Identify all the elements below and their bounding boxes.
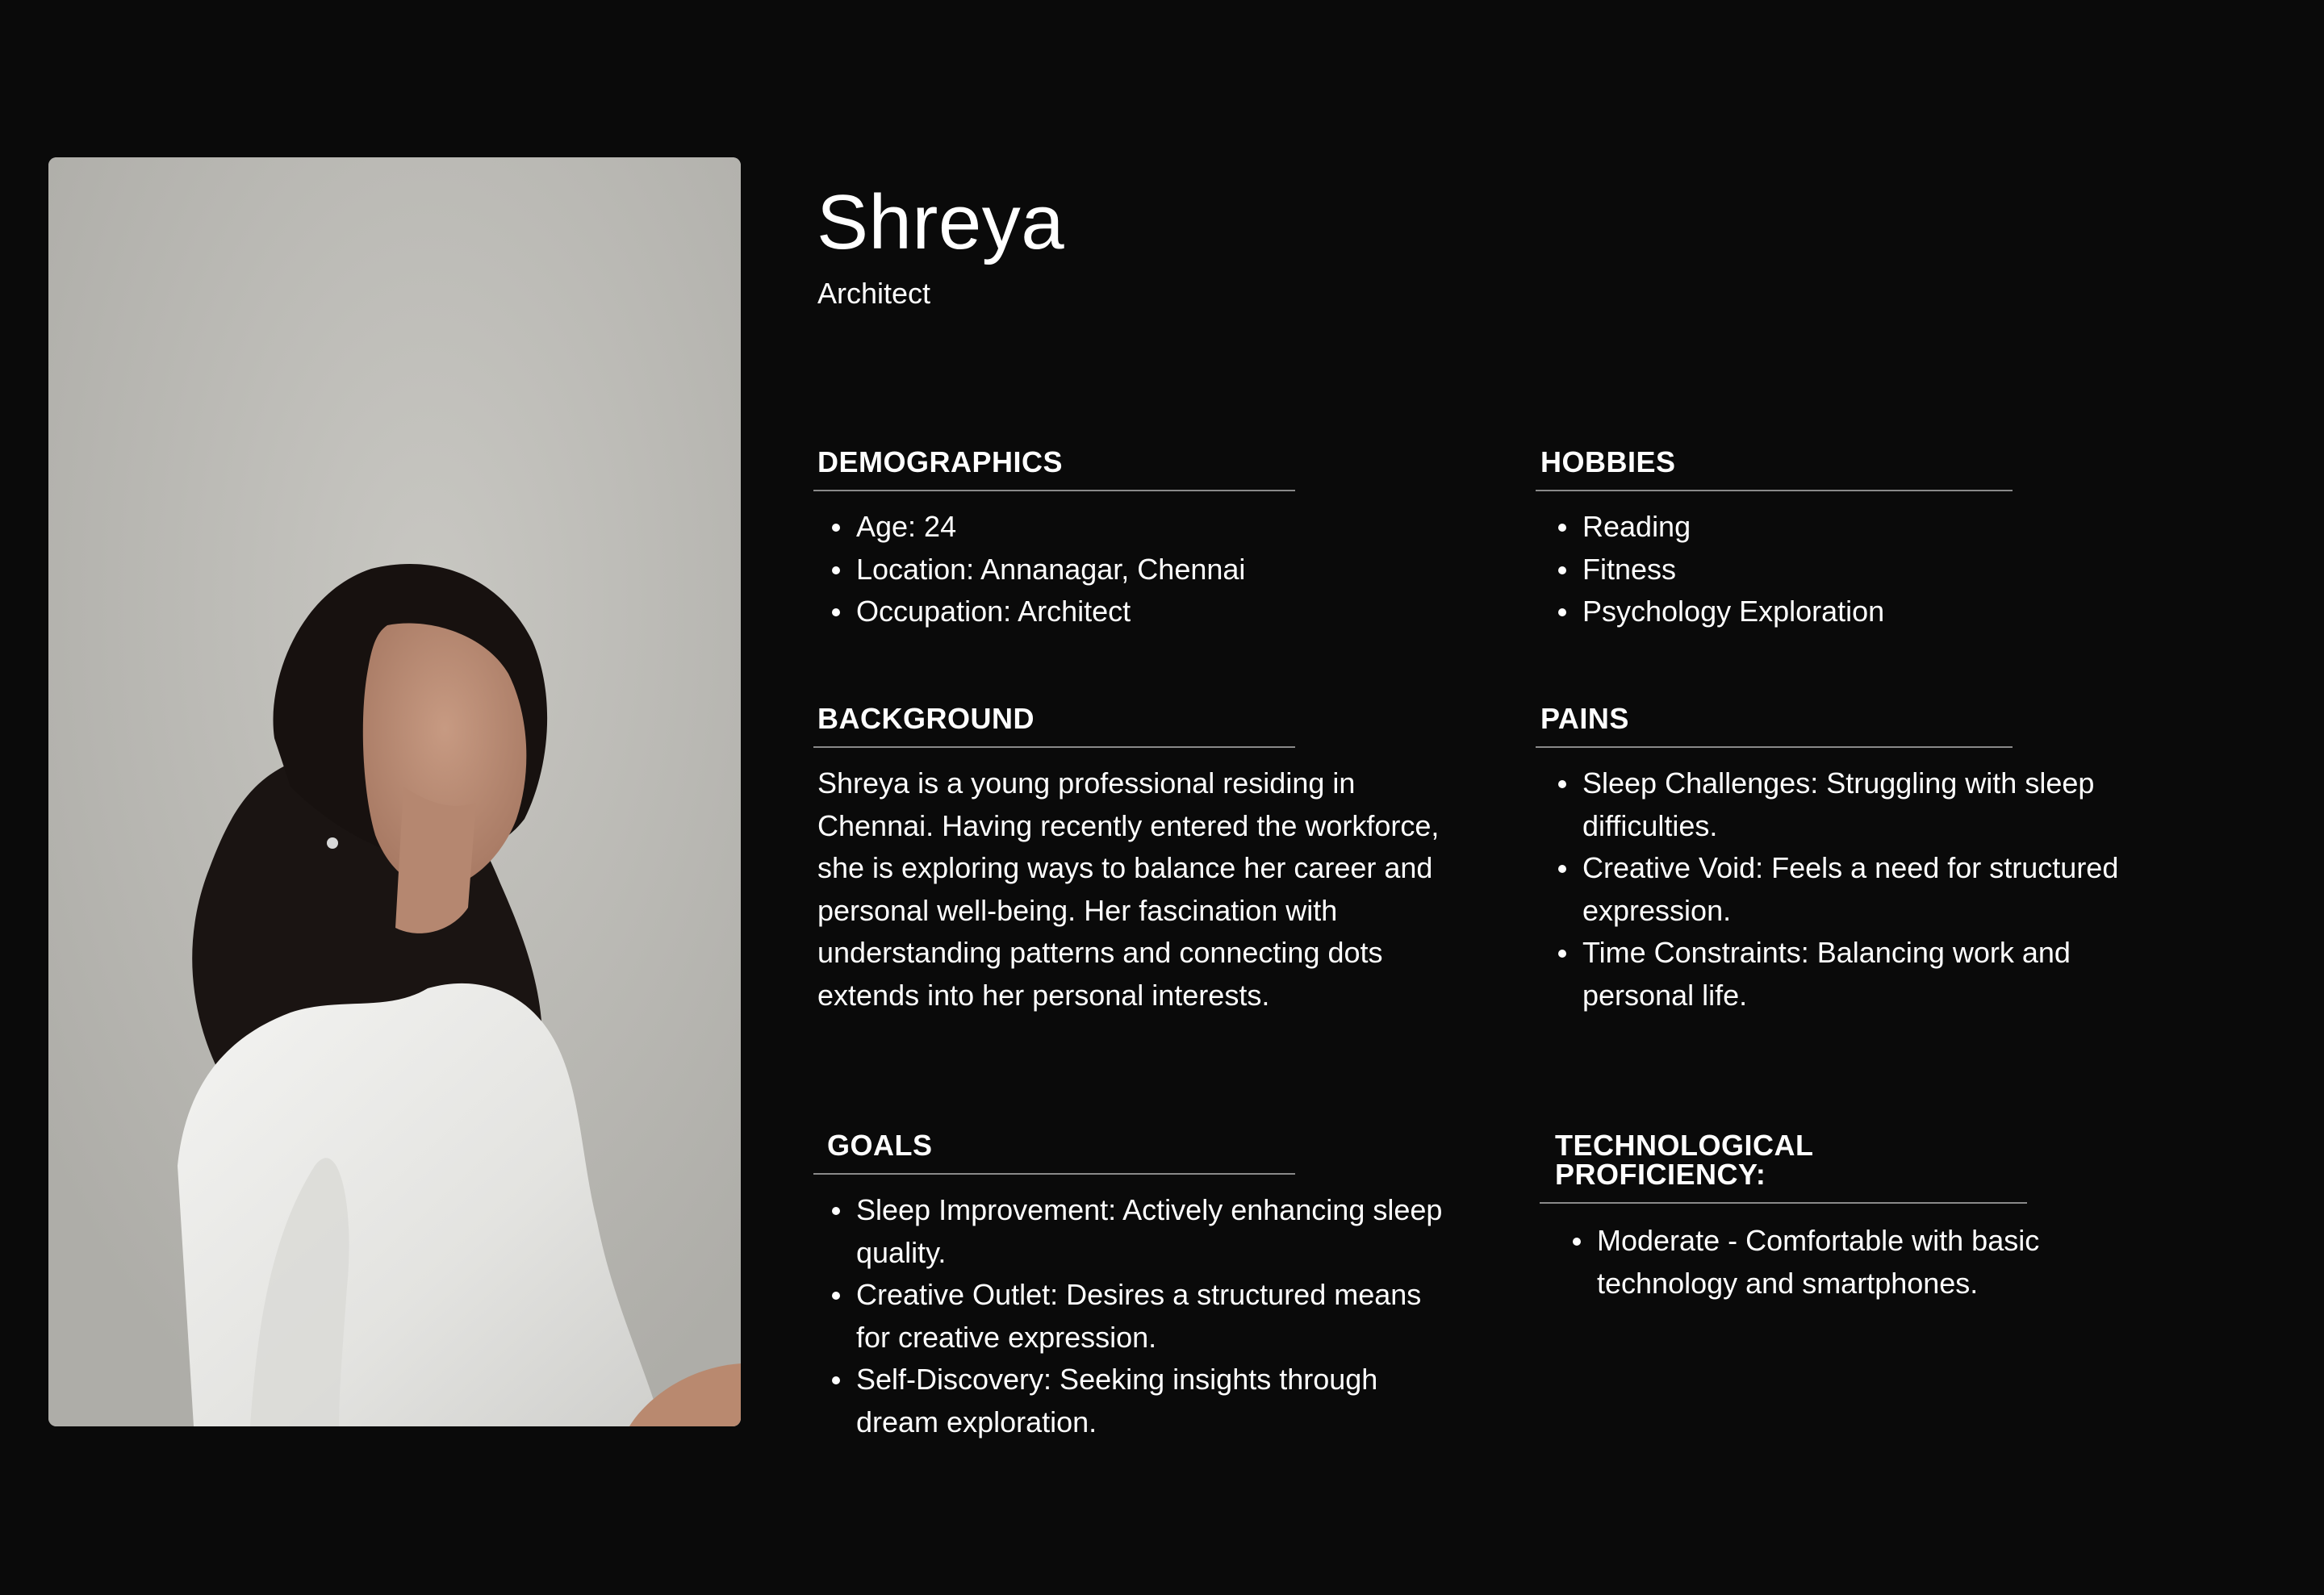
persona-name: Shreya <box>817 179 1065 265</box>
hobbies-section <box>1536 445 2149 633</box>
list-item: Age: 24 <box>813 506 1455 549</box>
list-item: Reading <box>1540 506 2149 549</box>
hobbies-heading: HOBBIES <box>1536 448 2013 491</box>
list-item: Psychology Exploration <box>1540 591 2149 633</box>
persona-role: Architect <box>817 277 931 310</box>
list-item: Sleep Improvement: Actively enhancing sleep quality. <box>813 1189 1455 1274</box>
list-item: Moderate - Comfortable with basic technology and smartphones. <box>1554 1220 2153 1305</box>
list-item: Sleep Challenges: Struggling with sleep difficulties. <box>1540 762 2149 847</box>
hobbies-list <box>1540 506 2149 633</box>
background-heading: BACKGROUND <box>813 704 1295 748</box>
list-item: Fitness <box>1540 549 2149 591</box>
list-item: Location: Annanagar, Chennai <box>813 549 1455 591</box>
background-text: Shreya is a young professional residing in Chennai. Having recently entered the workforce, she is exploring ways to balance her career and personal well-being. Her fascination with understanding patterns and connecting dots extends into her personal interests. <box>817 766 1440 1012</box>
list-item: Self-Discovery: Seeking insights through dream exploration. <box>813 1359 1455 1443</box>
demographics-heading: DEMOGRAPHICS <box>813 448 1295 491</box>
tech-proficiency-list <box>1554 1220 2153 1305</box>
pains-heading: PAINS <box>1536 704 2013 748</box>
list-item: Creative Void: Feels a need for structured expression. <box>1540 847 2149 932</box>
tech-proficiency-section <box>1540 1131 2153 1305</box>
background-section <box>813 704 1443 1017</box>
portrait-illustration <box>48 157 741 1426</box>
pains-list <box>1540 762 2149 1017</box>
goals-section <box>813 1131 1455 1443</box>
list-item: Time Constraints: Balancing work and personal life. <box>1540 932 2149 1017</box>
goals-heading: GOALS <box>813 1131 1295 1175</box>
goals-list <box>813 1189 1455 1443</box>
demographics-section <box>813 445 1455 633</box>
tech-proficiency-heading: TECHNOLOGICAL PROFICIENCY: <box>1540 1131 2027 1204</box>
list-item: Creative Outlet: Desires a structured means for creative expression. <box>813 1274 1455 1359</box>
demographics-list <box>813 506 1455 633</box>
portrait-photo <box>48 157 741 1426</box>
pains-section <box>1536 704 2149 1017</box>
list-item: Occupation: Architect <box>813 591 1455 633</box>
